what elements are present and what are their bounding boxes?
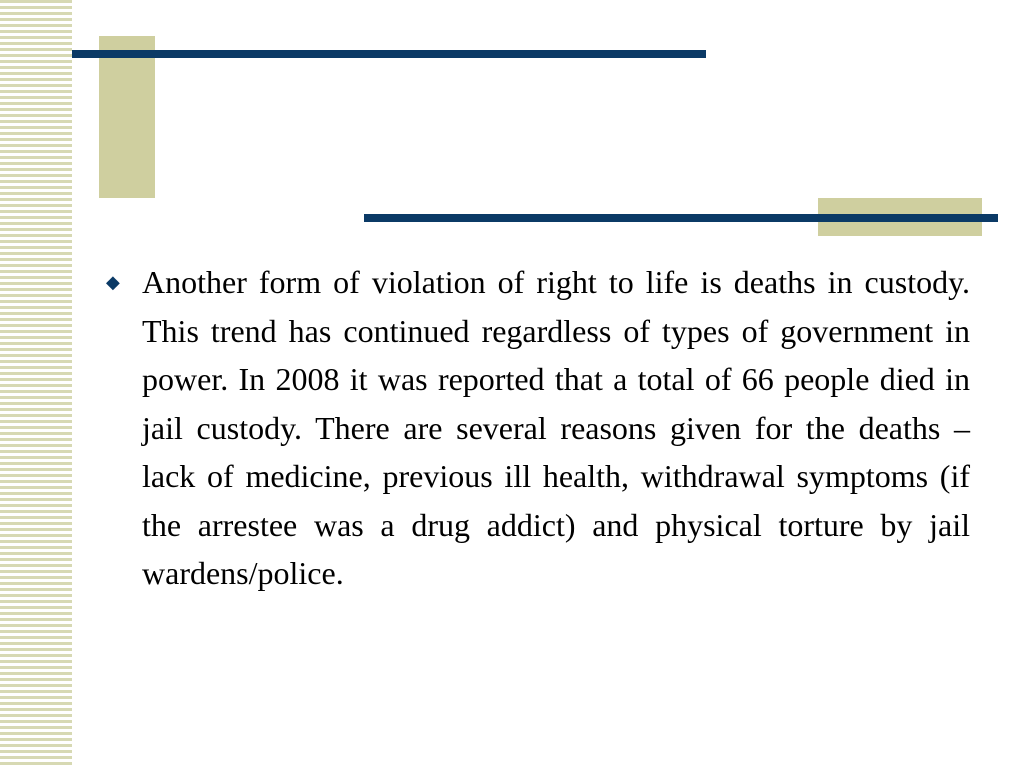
bullet-item (104, 258, 970, 598)
slide-body (104, 258, 970, 598)
middle-divider-rule (364, 214, 998, 222)
top-accent-block (99, 36, 155, 198)
bullet-text: Another form of violation of right to life is deaths in custody. This trend has continued regardless of types of government in power. In 2008 it was reported that a total of 66 people died in jail custody. There are several reasons given for the deaths – lack of medicine, previous ill health, withdrawal symptoms (if the arrestee was a drug addict) and physical torture by jail wardens/police. (142, 264, 970, 591)
diamond-bullet-icon: ◆ (106, 272, 120, 292)
top-divider-rule (72, 50, 706, 58)
left-stripe-pattern (0, 0, 72, 768)
